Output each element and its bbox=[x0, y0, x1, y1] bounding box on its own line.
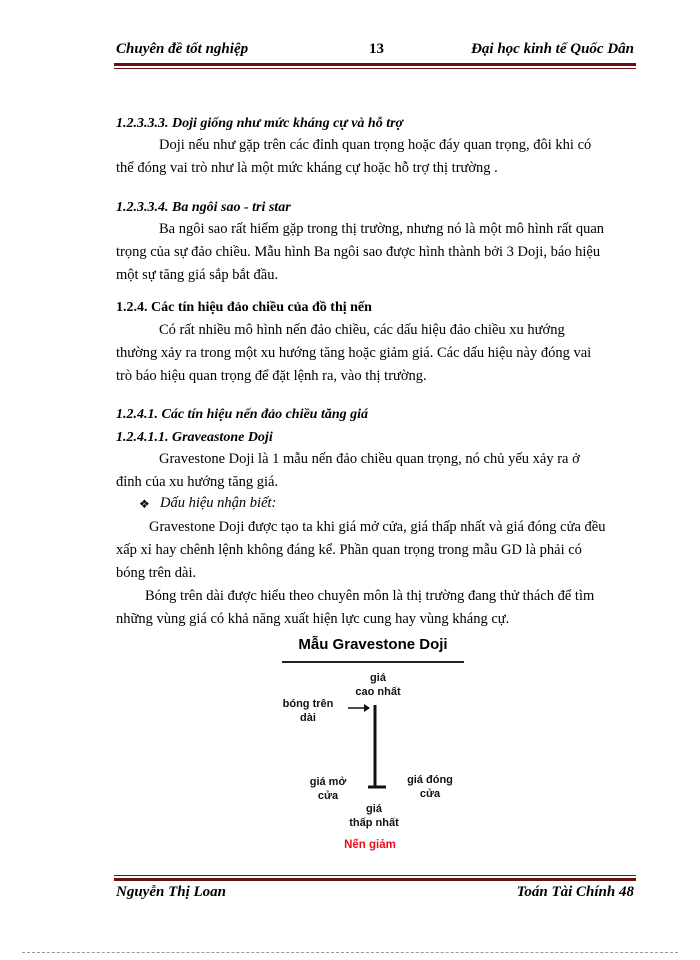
right-arrow-icon bbox=[348, 704, 370, 712]
text-line: đỉnh của xu hướng tăng giá. bbox=[116, 474, 279, 490]
heading-1-2-4-1: 1.2.4.1. Các tín hiệu nến đảo chiều tăng giá bbox=[116, 407, 369, 422]
text-line: thường xảy ra trong một xu hướng tăng hoặc giảm giá. Các dấu hiệu này đóng vai bbox=[116, 345, 592, 361]
text-line: Bóng trên dài được hiểu theo chuyên môn là thị trường đang thử thách để tìm bbox=[145, 588, 595, 604]
text-line: Có rất nhiều mô hình nến đảo chiều, các dấu hiệu đảo chiều xu hướng bbox=[159, 322, 565, 338]
footer-rule-thin bbox=[114, 875, 636, 876]
header-left: Chuyên đề tốt nghiệp bbox=[116, 41, 249, 57]
diagram-title: Mẫu Gravestone Doji bbox=[298, 636, 448, 653]
high-label: giá cao nhất bbox=[355, 672, 401, 698]
text-line: một sự tăng giá sắp bắt đầu. bbox=[116, 267, 279, 283]
heading-1-2-3-3-4: 1.2.3.3.4. Ba ngôi sao - tri star bbox=[116, 200, 291, 215]
diagram-caption: Nến giảm bbox=[344, 839, 396, 851]
text-line: bóng trên dài. bbox=[116, 565, 197, 581]
shadow-label: bóng trên dài bbox=[282, 698, 334, 724]
text-line: Gravestone Doji là 1 mẫu nến đảo chiều quan trọng, nó chủ yếu xảy ra ở bbox=[159, 451, 580, 467]
text-line: thể đóng vai trò như là một mức kháng cự hoặc hỗ trợ thị trường . bbox=[116, 160, 498, 176]
text-line: Doji nếu như gặp trên các đỉnh quan trọng hoặc đáy quan trọng, đôi khi có bbox=[159, 137, 592, 153]
footer-class: Toán Tài Chính 48 bbox=[516, 884, 634, 900]
page-number: 13 bbox=[369, 41, 384, 57]
text-line: những vùng giá có khả năng xuất hiện lực cung hay vùng kháng cự. bbox=[116, 611, 510, 627]
low-label: giá thấp nhất bbox=[349, 803, 399, 829]
footer-author: Nguyễn Thị Loan bbox=[116, 884, 227, 900]
footer-rule-thick bbox=[114, 878, 636, 881]
heading-1-2-3-3-3: 1.2.3.3.3. Doji giống như mức kháng cự và hỗ trợ bbox=[116, 116, 404, 131]
close-label: giá đóng cửa bbox=[407, 774, 453, 800]
text-line: trọng của sự đảo chiều. Mẫu hình Ba ngôi sao được hình thành bởi 3 Doji, báo hiệu bbox=[116, 244, 601, 260]
bullet-label: Dấu hiệu nhận biết: bbox=[160, 495, 277, 511]
diagram-title-underline bbox=[282, 661, 464, 663]
header-right: Đại học kinh tế Quốc Dân bbox=[471, 41, 634, 57]
header-rule-thin bbox=[114, 68, 636, 69]
text-line: trò báo hiệu quan trọng để đặt lệnh ra, vào thị trường. bbox=[116, 368, 427, 384]
heading-1-2-4-1-1: 1.2.4.1.1. Graveastone Doji bbox=[116, 430, 273, 445]
open-label: giá mở cửa bbox=[309, 776, 347, 802]
heading-1-2-4: 1.2.4. Các tín hiệu đảo chiều của đồ thị nến bbox=[116, 300, 372, 315]
header-rule-thick bbox=[114, 63, 636, 66]
page-bottom-dotted-line bbox=[22, 952, 678, 953]
text-line: Ba ngôi sao rất hiếm gặp trong thị trường, nhưng nó là một mô hình rất quan bbox=[159, 221, 605, 237]
diamond-bullet-icon: ❖ bbox=[139, 497, 150, 511]
text-line: Gravestone Doji được tạo ta khi giá mở cửa, giá thấp nhất và giá đóng cửa đều bbox=[149, 519, 606, 535]
text-line: xấp xỉ hay chênh lệnh không đáng kể. Phần quan trọng trong mẫu GD là phải có bbox=[116, 542, 582, 558]
